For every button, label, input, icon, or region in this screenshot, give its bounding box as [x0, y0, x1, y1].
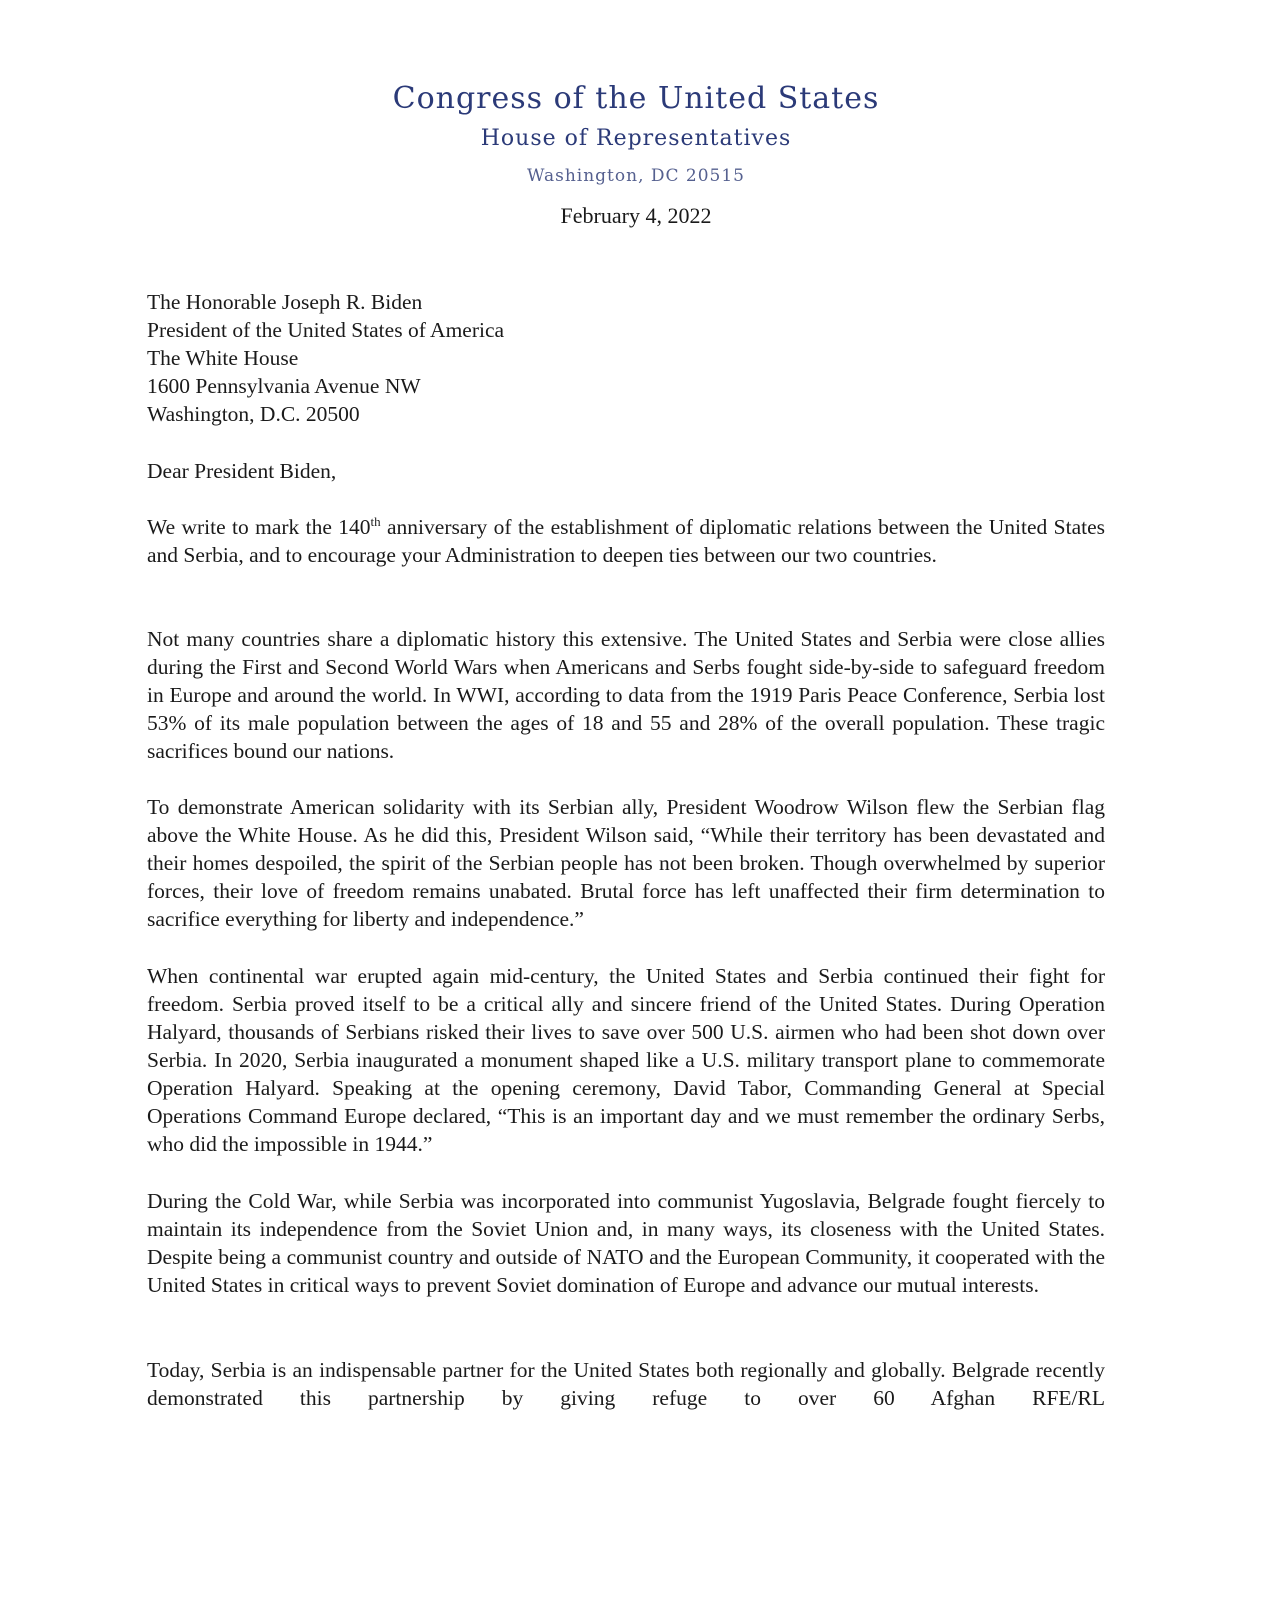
body-paragraph-5: During the Cold War, while Serbia was incorporated into communist Yugoslavia, Belgrade fought fiercely to maintain its independence from the Soviet Union and, in many ways, its closeness with the United States. Despite being a communist country and outside of NATO and the European Community, it cooperated with the United States in critical ways to prevent Soviet domination of Europe and advance our mutual interests.	[147, 1189, 1105, 1297]
letter-date: February 4, 2022	[560, 203, 712, 228]
body-paragraph-2: Not many countries share a diplomatic history this extensive. The United States and Serbia were close allies during the First and Second World Wars when Americans and Serbs fought side-by-side to safeguard freedom in Europe and around the world. In WWI, according to data from the 1919 Paris Peace Conference, Serbia lost 53% of its male population between the ages of 18 and 55 and 28% of the overall population. These tragic sacrifices bound our nations.	[147, 627, 1105, 763]
body-paragraph-6: Today, Serbia is an indispensable partner for the United States both regionally and globally. Belgrade recently demonstrated this partnership by giving refuge to over 60 Afghan RFE/RL	[147, 1358, 1105, 1410]
recipient-title: President of the United States of America	[147, 318, 505, 342]
recipient-name: The Honorable Joseph R. Biden	[147, 290, 423, 314]
body-paragraph-1	[147, 513, 1105, 569]
recipient-city: Washington, D.C. 20500	[147, 402, 360, 426]
paragraph-1-start: We write to mark the 140	[147, 515, 371, 539]
letterhead-house: House of Representatives	[480, 126, 792, 151]
body-paragraph-4: When continental war erupted again mid-century, the United States and Serbia continued their fight for freedom. Serbia proved itself to be a critical ally and sincere friend of the United States. During Operation Halyard, thousands of Serbians risked their lives to save over 500 U.S. airmen who had been shot down over Serbia. In 2020, Serbia inaugurated a monument shaped like a U.S. military transport plane to commemorate Operation Halyard. Speaking at the opening ceremony, David Tabor, Commanding General at Special Operations Command Europe declared, “This is an important day and we must remember the ordinary Serbs, who did the impossible in 1944.”	[147, 964, 1105, 1156]
ordinal-suffix: th	[370, 514, 381, 529]
recipient-street: 1600 Pennsylvania Avenue NW	[147, 374, 421, 398]
recipient-address	[147, 288, 1105, 428]
recipient-organization: The White House	[147, 346, 299, 370]
salutation: Dear President Biden,	[147, 459, 337, 483]
letterhead-address: Washington, DC 20515	[526, 166, 745, 186]
letterhead	[0, 78, 1272, 190]
letterhead-congress: Congress of the United States	[392, 81, 880, 116]
paragraph-1-rest: anniversary of the establishment of diplomatic relations between the United States and Serbia, and to encourage your Administration to deepen ties between our two countries.	[147, 515, 1105, 567]
body-paragraph-3: To demonstrate American solidarity with its Serbian ally, President Woodrow Wilson flew the Serbian flag above the White House. As he did this, President Wilson said, “While their territory has been devastated and their homes despoiled, the spirit of the Serbian people has not been broken. Though overwhelmed by superior forces, their love of freedom remains unabated. Brutal force has left unaffected their firm determination to sacrifice everything for liberty and independence.”	[147, 795, 1105, 931]
